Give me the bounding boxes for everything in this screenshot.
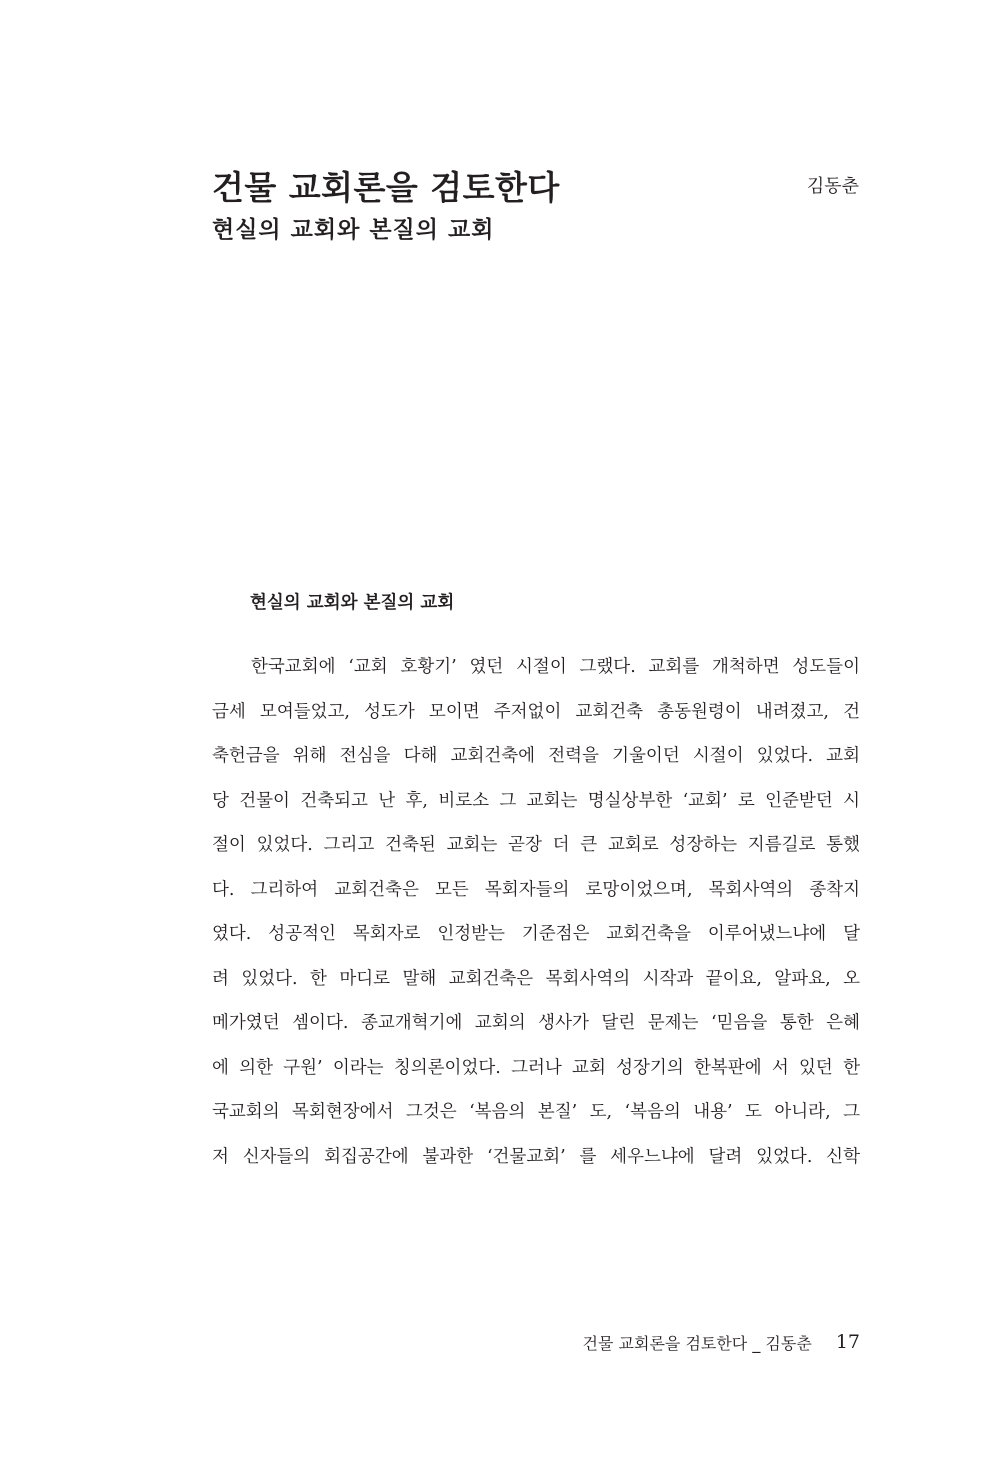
author-name: 김동춘 (806, 176, 859, 197)
page-title: 건물 교회론을 검토한다 (212, 168, 560, 207)
body-line: 다. 그리하여 교회건축은 모든 목회자들의 로망이었으며, 목회사역의 종착지 (212, 879, 860, 900)
section-heading: 현실의 교회와 본질의 교회 (250, 593, 455, 613)
body-line: 축헌금을 위해 전심을 다해 교회건축에 전력을 기울이던 시절이 있었다. 교회 (212, 746, 860, 766)
body-line: 당 건물이 건축되고 난 후, 비로소 그 교회는 명실상부한 ‘교회’ 로 인준받던 시 (212, 790, 860, 811)
body-line: 한국교회에 ‘교회 호황기’ 였던 시절이 그랬다. 교회를 개척하면 성도들이 (251, 657, 860, 677)
body-line: 메가였던 셈이다. 종교개혁기에 교회의 생사가 달린 문제는 ‘믿음을 통한 은혜 (212, 1013, 860, 1033)
body-line: 에 의한 구원’ 이라는 칭의론이었다. 그러나 교회 성장기의 한복판에 서 있던 한 (212, 1057, 860, 1078)
body-line: 국교회의 목회현장에서 그것은 ‘복음의 본질’ 도, ‘복음의 내용’ 도 아니라, 그 (212, 1102, 860, 1122)
body-line: 저 신자들의 회집공간에 불과한 ‘건물교회’ 를 세우느냐에 달려 있었다. 신학 (212, 1146, 860, 1167)
page-subtitle: 현실의 교회와 본질의 교회 (212, 216, 495, 243)
body-paragraph (212, 649, 860, 1183)
page-number: 17 (835, 1331, 860, 1353)
body-line: 금세 모여들었고, 성도가 모이면 주저없이 교회건축 총동원령이 내려졌고, 건 (212, 701, 860, 722)
running-head: 건물 교회론을 검토한다 _ 김동춘 (582, 1333, 812, 1353)
body-line: 였다. 성공적인 목회자로 인정받는 기준점은 교회건축을 이루어냈느냐에 달 (212, 924, 860, 944)
body-line: 려 있었다. 한 마디로 말해 교회건축은 목회사역의 시작과 끝이요, 알파요, 오 (212, 968, 860, 989)
body-line: 절이 있었다. 그리고 건축된 교회는 곧장 더 큰 교회로 성장하는 지름길로 통했 (212, 835, 860, 855)
page-footer (583, 1327, 860, 1357)
